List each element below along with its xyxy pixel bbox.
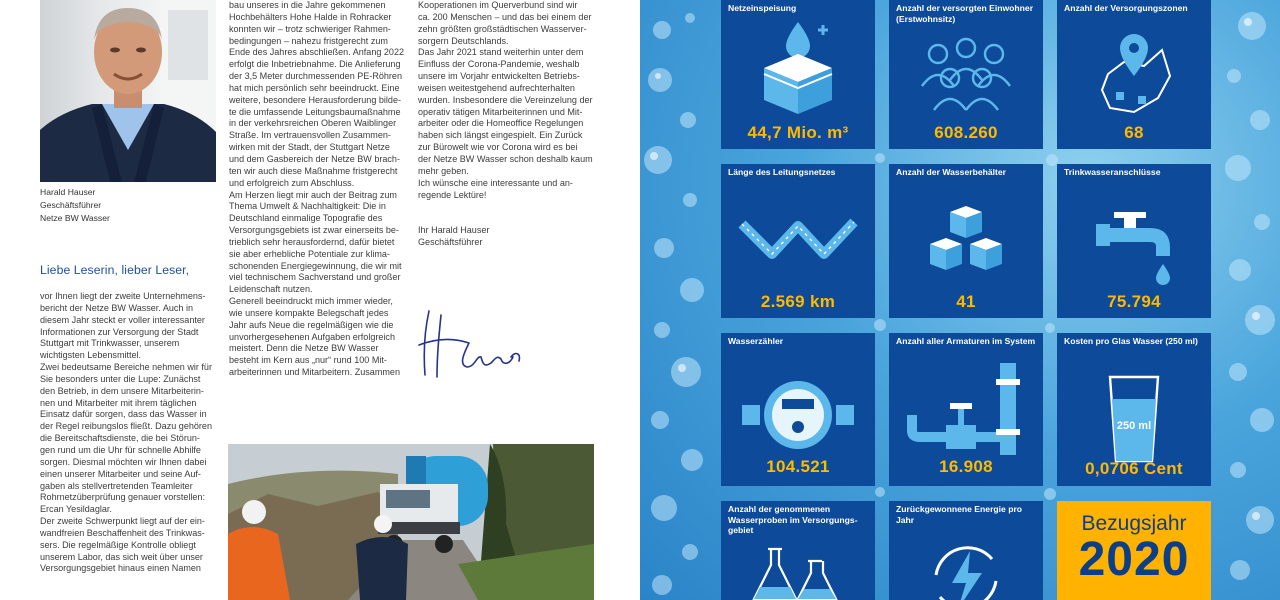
tile-label: Zurückgewonnene Energie pro Jahr <box>896 504 1023 525</box>
letter-line: Jahr aufs Neue die regelmäßigen wie die <box>229 319 394 330</box>
letter-line: diesem Jahr steckt er voller interessanter <box>40 314 205 325</box>
letter-line: Ende des Jahres abschließen. Anfang 2022 <box>229 47 405 58</box>
letter-line: wandfreien Beschaffenheit des Trinkwas- <box>40 527 205 538</box>
tile-label: Anzahl der versorgten Einwohner (Erstwohnsitz) <box>896 3 1034 24</box>
letter-line: gen rund um die Uhr für schnelle Abhilfe <box>40 444 201 455</box>
folding-ruler-icon <box>738 192 858 292</box>
letter-line: sie aber erhebliche Potentiale zur klima- <box>229 248 390 259</box>
letter-line: Leidenschaft nutzen. <box>229 284 313 295</box>
tile-label: Anzahl aller Armaturen im System <box>896 336 1036 346</box>
letter-line: meistert. Denn die Netze BW Wasser <box>229 343 379 354</box>
glass-volume-label: 250 ml <box>1116 420 1152 432</box>
lab-flask-icon <box>738 545 858 600</box>
letter-line: konnten wir – trotz schwieriger Rahmen- <box>229 23 391 34</box>
caption-name: Harald Hauser <box>40 187 96 197</box>
letter-line: Informationen zur Versorgung der Stadt <box>40 326 199 337</box>
letter-line: Das Jahr 2021 stand weiterhin unter dem <box>418 47 584 58</box>
reference-year-label: Bezugsjahr <box>1081 512 1187 535</box>
tile-label: Kosten pro Glas Wasser (250 ml) <box>1064 336 1198 346</box>
letter-line: unsere im Vorjahr entwickelten Betriebs- <box>418 71 580 82</box>
letter-line: sers. Die regelmäßige Kontrolle obliegt <box>40 539 196 550</box>
tile-label: Wasserzähler <box>728 336 784 346</box>
tile-network-length <box>721 164 875 318</box>
letter-line: Einsatz dafür sorgen, dass das Wasser in <box>40 409 207 420</box>
tile-residents <box>889 0 1043 149</box>
tile-supply-zones <box>1057 0 1211 149</box>
map-pin-icon <box>1074 28 1194 128</box>
tile-water-meters <box>721 333 875 486</box>
tile-water-tanks <box>889 164 1043 318</box>
portrait-illustration <box>40 0 216 182</box>
letter-line: besteht im Kern aus „nur“ rund 100 Mit- <box>229 355 387 366</box>
letter-line: zehn größten großstädtischen Wasserver- <box>418 23 587 34</box>
tile-label: Netzeinspeisung <box>728 3 797 13</box>
letter-line: ten wir auch diese Maßnahme fristgerecht <box>229 165 398 176</box>
caption-company: Netze BW Wasser <box>40 213 110 223</box>
letter-line <box>418 201 598 213</box>
tile-label: Länge des Leitungsnetzes <box>728 167 836 177</box>
letter-line: Kooperationen im Querverbund sind wir <box>418 0 578 10</box>
water-tap-icon <box>1074 196 1194 296</box>
tile-water-samples <box>721 501 875 600</box>
pipe-delivery-illustration <box>228 444 594 600</box>
letter-line: wichtigsten Lebensmittel. <box>40 350 142 361</box>
letter-line: weitere, besondere Herausforderung bilde- <box>229 94 401 105</box>
energy-recovery-icon <box>906 535 1026 600</box>
water-cube-icon <box>738 16 858 116</box>
letter-line: Sie besonders unter die Lupe: Zunächst <box>40 373 201 384</box>
letter-line: einen unserer Mitarbeiter und seine Auf- <box>40 468 201 479</box>
letter-line: Stuttgart mit Trinkwasser, unserem <box>40 338 180 349</box>
letter-line: Versorgungsgebiets ist zwar einerseits be- <box>229 225 399 236</box>
letter-line: unvorhergesehenen Aufgaben erfolgreich <box>229 331 395 342</box>
letter-line: regende Lektüre! <box>418 189 487 200</box>
key-figures-page <box>640 0 1280 600</box>
letter-line: trieblich sehr herausfordernd, dafür bietet <box>229 236 395 247</box>
tile-value: 68 <box>1124 123 1144 142</box>
water-tanks-icon <box>906 200 1026 300</box>
letter-line: arbeiter oder die Homeoffice Regelungen <box>418 118 584 129</box>
letter-line: in der verkehrsreichen Oberen Waiblinger <box>229 118 397 129</box>
letter-line: Deutschland einmalige Topografie des <box>229 213 383 224</box>
tile-network-feed <box>721 0 875 149</box>
letter-line: der 3,5 Meter durchmessenden PE-Röhren <box>229 71 402 82</box>
letter-line: Hochbehälters Hohe Halde in Rohracker <box>229 11 392 22</box>
letter-line: bericht der Netze BW Wasser. Auch in <box>40 302 194 313</box>
letter-column-1 <box>40 291 218 600</box>
letter-line: sorgern Deutschlands. <box>418 35 509 46</box>
tile-glass-cost <box>1057 333 1211 486</box>
letter-line: hat mich persönlich sehr beeindruckt. Eine <box>229 82 400 93</box>
letter-line: Versorgungsgebiet hinaus einen Namen <box>40 563 201 574</box>
tile-value: 104.521 <box>766 457 830 476</box>
tile-recovered-energy <box>889 501 1043 600</box>
letter-line: viel technischem Sachverstand und großer <box>229 272 401 283</box>
letter-salutation: Liebe Leserin, lieber Leser, <box>40 263 190 277</box>
pipe-valve-icon <box>906 359 1026 459</box>
portrait-caption <box>40 186 216 225</box>
letter-line: Rohrnetzüberprüfung genauer vorstellen: <box>40 492 205 503</box>
letter-line: und erfolgreich zum Abschluss. <box>229 177 355 188</box>
letter-line: nen und Mitarbeiter mit ihrem täglichen <box>40 397 197 408</box>
tile-value: 41 <box>956 292 976 311</box>
letter-line: zur Bürowelt wie vor Corona wird es bei <box>418 142 578 153</box>
tile-label: Anzahl der genommenen Wasserproben im Versorgungs-gebiet <box>728 504 858 535</box>
letter-line: weisen weitestgehend aufrechterhalten <box>418 82 575 93</box>
letter-line: erfolgt die Inbetriebnahme. Die Anlieferung <box>229 59 401 70</box>
letter-line: haben sich längst eingespielt. Ein Zurück <box>418 130 583 141</box>
tile-tap-connections <box>1057 164 1211 318</box>
letter-line: bedingungen – nahezu fristgerecht zum <box>229 35 388 46</box>
letter-line: vor Ihnen liegt der zweite Unternehmens- <box>40 291 206 301</box>
letter-line: der Netze BW Wasser schon deshalb kaum <box>418 153 593 164</box>
letter-line: sorgen. Diesmal möchten wir Ihnen dabei <box>40 456 207 467</box>
letter-line: unserem Labor, das sich weit über unser <box>40 551 203 562</box>
reference-year-value: 2020 <box>1078 533 1190 586</box>
reference-year-badge <box>1057 501 1211 600</box>
letter-line <box>418 213 598 225</box>
letter-line: und dem Gasbereich der Netze BW brach- <box>229 153 400 164</box>
letter-line: Generell beeindruckt mich immer wieder, <box>229 296 393 307</box>
letter-line: Der zweite Schwerpunkt liegt auf der ein- <box>40 516 205 527</box>
letter-line: wurden. Insbesondere die Vereinzelung der <box>418 94 593 105</box>
tile-value: 608.260 <box>934 123 998 142</box>
handwritten-signature <box>415 305 525 383</box>
letter-line: mehr geben. <box>418 165 469 176</box>
letter-line: Ihr Harald Hauser <box>418 225 490 236</box>
tile-value: 16.908 <box>939 457 993 476</box>
portrait-photo <box>40 0 216 182</box>
letter-line: Einfluss der Corona-Pandemie, weshalb <box>418 59 580 70</box>
letter-line: arbeiterinnen und Mitarbeitern. Zusammen <box>229 367 400 378</box>
tile-label: Anzahl der Versorgungszonen <box>1064 3 1188 13</box>
tile-value: 0,0706 Cent <box>1085 459 1183 478</box>
people-group-icon <box>906 30 1026 130</box>
letter-line: bau unseres in die Jahre gekommenen <box>229 0 386 10</box>
letter-line: Ercan Yesildaglar. <box>40 504 112 515</box>
letter-line: Am Herzen liegt mir auch der Beitrag zum <box>229 189 397 200</box>
letter-line: schonenden Energiegewinnung, die wir mit <box>229 260 402 271</box>
letter-line: der Regel reibungslos fließt. Dazu gehören <box>40 421 212 432</box>
pipe-delivery-photo <box>228 444 594 600</box>
letter-line: wirken mit der Stadt, der Stuttgart Netze <box>229 142 390 153</box>
letter-line: Thema Umwelt & Nachhaltigkeit: Die in <box>229 201 386 212</box>
letter-line: ca. 200 Menschen – und das bei einem der <box>418 11 592 22</box>
letter-line: te die umfassende Leitungsbaumaßnahme <box>229 106 401 117</box>
letter-line: die Bereitschaftsdienste, die bei Störun- <box>40 433 200 444</box>
letter-line: Straße. Im vertrauensvollen Zusammen- <box>229 130 391 141</box>
tile-fittings <box>889 333 1043 486</box>
letter-column-2 <box>229 0 409 425</box>
tile-label: Anzahl der Wasserbehälter <box>896 167 1007 177</box>
letter-line: operativ tätigen Mitarbeiterinnen und Mit- <box>418 106 583 117</box>
water-meter-icon <box>738 365 858 465</box>
letter-line: gaben als stellvertretenden Teamleiter <box>40 480 193 491</box>
caption-role: Geschäftsführer <box>40 200 102 210</box>
letter-line: den Betrieb, in dem unsere Mitarbeiterin- <box>40 385 204 396</box>
letter-column-3 <box>418 0 598 280</box>
water-glass-icon <box>1074 369 1194 469</box>
tile-label: Trinkwasseranschlüsse <box>1064 167 1161 177</box>
tile-value: 75.794 <box>1107 292 1161 311</box>
letter-line: Geschäftsführer <box>418 236 483 247</box>
letter-line: wie unsere kompakte Belegschaft jedes <box>229 307 389 318</box>
letter-line: Zwei bedeutsame Bereiche nehmen wir für <box>40 362 212 373</box>
tile-value: 44,7 Mio. m³ <box>747 123 849 142</box>
tile-value: 2.569 km <box>760 292 836 311</box>
letter-line: Ich wünsche eine interessante und an- <box>418 177 573 188</box>
